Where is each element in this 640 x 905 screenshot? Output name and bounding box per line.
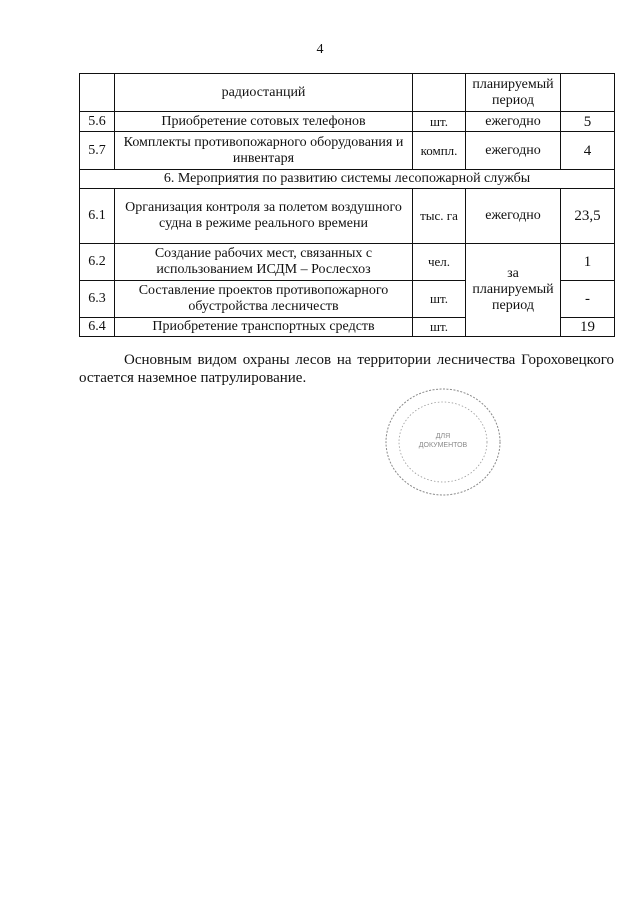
cell-name: Комплекты противопожарного оборудования и инвентаря	[115, 132, 413, 170]
merged-term-text: за планируемый период	[472, 266, 554, 313]
cell-value: 1	[561, 244, 615, 281]
table-row	[80, 112, 615, 132]
cell-num	[80, 74, 115, 112]
cell-term: ежегодно	[466, 189, 561, 244]
cell-term: планируемый период	[466, 74, 561, 112]
cell-num: 5.6	[80, 112, 115, 132]
table-row	[80, 132, 615, 170]
cell-name: радиостанций	[115, 74, 413, 112]
cell-value: 19	[561, 318, 615, 337]
cell-unit: чел.	[413, 244, 466, 281]
measures-table	[79, 73, 615, 337]
cell-unit	[413, 74, 466, 112]
cell-name: Приобретение сотовых телефонов	[115, 112, 413, 132]
cell-name: Составление проектов противопожарного обустройства лесничеств	[115, 281, 413, 318]
cell-value	[561, 74, 615, 112]
section-header-row	[80, 170, 615, 189]
cell-unit: шт.	[413, 318, 466, 337]
cell-unit: шт.	[413, 112, 466, 132]
cell-value: 4	[561, 132, 615, 170]
cell-unit: тыс. га	[413, 189, 466, 244]
page-number: 4	[316, 42, 324, 57]
section-6-title: 6. Мероприятия по развитию системы лесопожарной службы	[80, 170, 615, 189]
cell-num: 6.4	[80, 318, 115, 337]
table-row	[80, 189, 615, 244]
cell-unit: шт.	[413, 281, 466, 318]
table-row	[80, 244, 615, 281]
cell-unit: компл.	[413, 132, 466, 170]
cell-name: Приобретение транспортных средств	[115, 318, 413, 337]
round-stamp	[383, 386, 503, 498]
cell-term-merged	[466, 244, 561, 337]
cell-value: -	[561, 281, 615, 318]
cell-num: 6.3	[80, 281, 115, 318]
cell-name: Организация контроля за полетом воздушного судна в режиме реального времени	[115, 189, 413, 244]
cell-value: 5	[561, 112, 615, 132]
table-row-continued	[80, 74, 615, 112]
cell-term: ежегодно	[466, 112, 561, 132]
cell-value: 23,5	[561, 189, 615, 244]
cell-num: 5.7	[80, 132, 115, 170]
cell-num: 6.2	[80, 244, 115, 281]
cell-name: Создание рабочих мест, связанных с использованием ИСДМ – Рослесхоз	[115, 244, 413, 281]
cell-term: ежегодно	[466, 132, 561, 170]
stamp-text-line2: ДОКУМЕНТОВ	[418, 442, 468, 449]
stamp-text-line1: ДЛЯ	[435, 433, 451, 440]
cell-num: 6.1	[80, 189, 115, 244]
body-paragraph: Основным видом охраны лесов на территории лесничества Гороховецкого остается наземное патрулирование.	[79, 352, 614, 386]
